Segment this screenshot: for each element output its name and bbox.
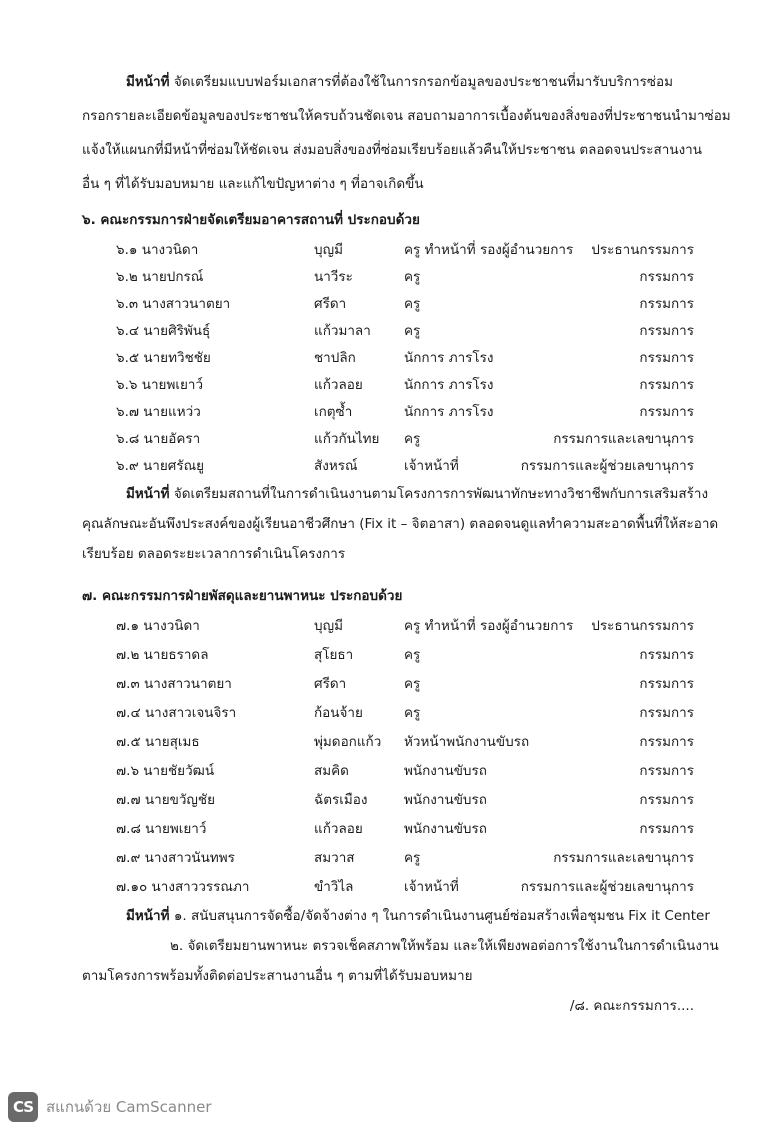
- member-position: ครู: [404, 431, 421, 447]
- member-name: ๖.๖ นายพเยาว์: [116, 377, 204, 393]
- member-role: กรรมการ: [639, 676, 694, 692]
- duty-line: จัดเตรียมสถานที่ในการดำเนินงานตามโครงการการพัฒนาทักษะทางวิชาชีพกับการเสริมสร้าง: [173, 486, 709, 502]
- member-name: ๗.๙ นางสาวนันทพร: [116, 850, 235, 866]
- intro-line: อื่น ๆ ที่ได้รับมอบหมาย และแก้ไขปัญหาต่าง ๆ ที่อาจเกิดขึ้น: [82, 176, 424, 192]
- member-position: ครู: [404, 850, 421, 866]
- member-surname: ฉัตรเมือง: [314, 792, 368, 808]
- member-row: [0, 346, 768, 368]
- member-name: ๗.๑ นางวนิดา: [116, 618, 200, 634]
- member-position: ครู: [404, 269, 421, 285]
- intro-line: กรอกรายละเอียดข้อมูลของประชาชนให้ครบถ้วนชัดเจน สอบถามอาการเบื้องต้นของสิ่งของที่ประชาชนนำมาซ่อม: [82, 108, 731, 124]
- duty-label: มีหน้าที่: [126, 908, 170, 924]
- member-row: [0, 454, 768, 476]
- member-name: ๖.๒ นายปกรณ์: [116, 269, 204, 285]
- duty-label: มีหน้าที่: [126, 74, 170, 90]
- member-position: ครู ทำหน้าที่ รองผู้อำนวยการ: [404, 618, 574, 634]
- member-surname: บุญมี: [314, 242, 343, 258]
- member-position: พนักงานขับรถ: [404, 792, 487, 808]
- member-row: [0, 400, 768, 422]
- member-role: ประธานกรรมการ: [591, 618, 694, 634]
- member-surname: แก้วกันไทย: [314, 431, 380, 447]
- member-position: ครู: [404, 323, 421, 339]
- member-role: กรรมการ: [639, 377, 694, 393]
- member-row: [0, 427, 768, 449]
- member-role: กรรมการและเลขานุการ: [553, 850, 694, 866]
- member-row: [0, 265, 768, 287]
- member-role: กรรมการ: [639, 647, 694, 663]
- member-row: [0, 788, 768, 810]
- duty-line: คุณลักษณะอันพึงประสงค์ของผู้เรียนอาชีวศึกษา (Fix it – จิตอาสา) ตลอดจนดูแลทำความสะอาดพื้นที่ให้สะอาด: [82, 516, 719, 532]
- section-heading: ๖. คณะกรรมการฝ่ายจัดเตรียมอาคารสถานที่ ประกอบด้วย: [82, 212, 420, 228]
- member-name: ๗.๘ นายพเยาว์: [116, 821, 207, 837]
- duty-line: ๑. สนับสนุนการจัดซื้อ/จัดจ้างต่าง ๆ ในการดำเนินงานศูนย์ซ่อมสร้างเพื่อชุมชน Fix it Center: [173, 908, 710, 924]
- watermark-text: สแกนด้วย CamScanner: [46, 1098, 212, 1116]
- member-surname: สมคิด: [314, 763, 349, 779]
- member-surname: สุโยธา: [314, 647, 354, 663]
- member-surname: เกตุซ้ำ: [314, 404, 353, 420]
- member-position: ครู ทำหน้าที่ รองผู้อำนวยการ: [404, 242, 574, 258]
- member-surname: สังหรณ์: [314, 458, 358, 474]
- member-surname: ศรีดา: [314, 296, 347, 312]
- member-role: กรรมการ: [639, 269, 694, 285]
- member-name: ๖.๗ นายแหว่ว: [116, 404, 201, 420]
- member-row: [0, 319, 768, 341]
- member-surname: นาวีระ: [314, 269, 353, 285]
- member-name: ๗.๗ นายขวัญชัย: [116, 792, 215, 808]
- member-row: [0, 730, 768, 752]
- member-surname: ศรีดา: [314, 676, 347, 692]
- member-surname: ขำวิไล: [314, 879, 354, 895]
- member-row: [0, 759, 768, 781]
- member-name: ๖.๕ นายทวิชชัย: [116, 350, 211, 366]
- member-position: ครู: [404, 676, 421, 692]
- member-row: [0, 672, 768, 694]
- member-position: ครู: [404, 705, 421, 721]
- member-role: กรรมการ: [639, 763, 694, 779]
- member-surname: ก้อนจ้าย: [314, 705, 363, 721]
- member-position: นักการ ภารโรง: [404, 377, 494, 393]
- member-role: ประธานกรรมการ: [591, 242, 694, 258]
- member-position: นักการ ภารโรง: [404, 350, 494, 366]
- intro-line: จัดเตรียมแบบฟอร์มเอกสารที่ต้องใช้ในการกรอกข้อมูลของประชาชนที่มารับบริการซ่อม: [173, 74, 674, 90]
- member-surname: บุญมี: [314, 618, 343, 634]
- member-row: [0, 817, 768, 839]
- member-role: กรรมการ: [639, 734, 694, 750]
- member-surname: ชาปลิก: [314, 350, 356, 366]
- member-surname: แก้วลอย: [314, 821, 363, 837]
- member-name: ๗.๕ นายสุเมธ: [116, 734, 200, 750]
- member-role: กรรมการ: [639, 705, 694, 721]
- member-role: กรรมการ: [639, 323, 694, 339]
- member-name: ๖.๔ นายศิริพันธุ์: [116, 323, 211, 339]
- member-row: [0, 875, 768, 897]
- member-role: กรรมการ: [639, 792, 694, 808]
- member-row: [0, 292, 768, 314]
- member-role: กรรมการ: [639, 404, 694, 420]
- intro-line: แจ้งให้แผนกที่มีหน้าที่ซ่อมให้ชัดเจน ส่งมอบสิ่งของที่ซ่อมเรียบร้อยแล้วคืนให้ประชาชน ตลอดจนประสานงาน: [82, 142, 702, 158]
- section7-duty-item: [126, 904, 710, 926]
- section-heading: ๗. คณะกรรมการฝ่ายพัสดุและยานพาหนะ ประกอบด้วย: [82, 588, 403, 604]
- intro-paragraph: [82, 70, 731, 192]
- member-position: พนักงานขับรถ: [404, 763, 487, 779]
- member-role: กรรมการ: [639, 350, 694, 366]
- member-position: ครู: [404, 296, 421, 312]
- member-name: ๖.๑ นางวนิดา: [116, 242, 199, 258]
- member-role: กรรมการและผู้ช่วยเลขานุการ: [520, 458, 694, 474]
- member-row: [0, 701, 768, 723]
- duty-line: ๒. จัดเตรียมยานพาหนะ ตรวจเช็คสภาพให้พร้อม และให้เพียงพอต่อการใช้งานในการดำเนินงาน: [170, 938, 719, 954]
- camscanner-logo-icon: CS: [8, 1092, 38, 1122]
- member-name: ๗.๔ นางสาวเจนจิรา: [116, 705, 237, 721]
- member-row: [0, 373, 768, 395]
- member-name: ๖.๓ นางสาวนาตยา: [116, 296, 231, 312]
- duty-label: มีหน้าที่: [126, 486, 170, 502]
- member-name: ๗.๑๐ นางสาววรรณภา: [116, 879, 250, 895]
- member-surname: พุ่มดอกแก้ว: [314, 734, 382, 750]
- member-role: กรรมการและเลขานุการ: [553, 431, 694, 447]
- member-row: [0, 846, 768, 868]
- member-name: ๗.๒ นายธราดล: [116, 647, 209, 663]
- duty-line: เรียบร้อย ตลอดระยะเวลาการดำเนินโครงการ: [82, 546, 346, 562]
- member-role: กรรมการ: [639, 296, 694, 312]
- member-role: กรรมการ: [639, 821, 694, 837]
- next-page-reference: /๘. คณะกรรมการ....: [569, 998, 694, 1014]
- member-row: [0, 238, 768, 260]
- camscanner-watermark: [8, 1092, 212, 1122]
- member-name: ๗.๖ นายชัยวัฒน์: [116, 763, 215, 779]
- member-name: ๖.๘ นายอัครา: [116, 431, 201, 447]
- member-name: ๗.๓ นางสาวนาตยา: [116, 676, 232, 692]
- member-surname: สมวาส: [314, 850, 355, 866]
- member-position: หัวหน้าพนักงานขับรถ: [404, 734, 530, 750]
- member-position: เจ้าหน้าที่: [404, 458, 459, 474]
- member-position: เจ้าหน้าที่: [404, 879, 459, 895]
- duty-line: ตามโครงการพร้อมทั้งติดต่อประสานงานอื่น ๆ ตามที่ได้รับมอบหมาย: [82, 968, 473, 984]
- member-position: นักการ ภารโรง: [404, 404, 494, 420]
- member-role: กรรมการและผู้ช่วยเลขานุการ: [520, 879, 694, 895]
- section6-duty-paragraph: [82, 482, 719, 562]
- member-position: ครู: [404, 647, 421, 663]
- member-position: พนักงานขับรถ: [404, 821, 487, 837]
- member-surname: แก้วมาลา: [314, 323, 371, 339]
- member-surname: แก้วลอย: [314, 377, 363, 393]
- member-row: [0, 614, 768, 636]
- member-row: [0, 643, 768, 665]
- member-name: ๖.๙ นายศรัณยู: [116, 458, 205, 474]
